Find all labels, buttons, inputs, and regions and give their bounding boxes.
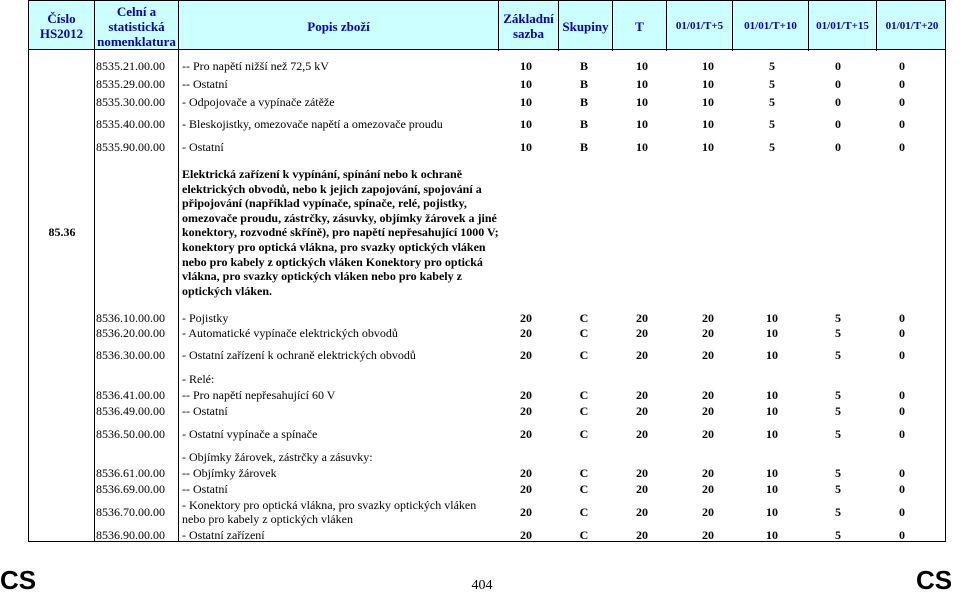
row-base: 10 [520,77,532,91]
row-t5: 20 [702,466,714,480]
row-group: B [579,77,588,91]
row-code: 8536.10.00.00 [96,311,165,325]
row-base: 10 [520,117,532,131]
row-t5: 20 [702,528,714,542]
row-t10: 10 [766,311,778,325]
table-header [28,0,946,50]
row-base: 20 [520,505,532,519]
row-desc: - Ostatní [182,140,224,154]
row-base: 10 [520,95,532,109]
row-t5: 10 [702,117,714,131]
row-t15: 5 [835,311,841,325]
row-t: 20 [636,427,648,441]
row-t: 20 [636,311,648,325]
row-t5: 10 [702,140,714,154]
header-t10: 01/01/T+10 [733,1,809,51]
column-divider [94,50,95,542]
row-t20: 0 [899,466,905,480]
row-t10: 10 [766,505,778,519]
row-t10: 10 [766,466,778,480]
row-t10: 5 [769,59,775,73]
row-desc: -- Objímky žárovek [182,466,277,480]
row-code: 8536.61.00.00 [96,466,165,480]
row-code: 8535.29.00.00 [96,77,165,91]
row-t: 10 [636,77,648,91]
row-t15: 5 [835,388,841,402]
row-base: 20 [520,311,532,325]
row-code: 8535.90.00.00 [96,140,165,154]
row-base: 20 [520,427,532,441]
row-code: 8536.20.00.00 [96,326,165,340]
row-t20: 0 [899,117,905,131]
row-group: B [579,95,588,109]
header-group: Skupiny [559,1,613,51]
row-code: 8536.70.00.00 [96,505,165,519]
row-base: 20 [520,482,532,496]
row-base: 20 [520,528,532,542]
row-desc: -- Pro napětí nižší než 72,5 kV [182,59,329,73]
row-group: C [579,505,589,519]
row-group: C [579,404,589,418]
row-t20: 0 [899,427,905,441]
header-t: T [613,1,667,51]
header-nomenclature: Celní a statistická nomenklatura [95,1,179,51]
row-t: 20 [636,348,648,362]
row-t: 10 [636,140,648,154]
row-t20: 0 [899,348,905,362]
row-code: 8536.50.00.00 [96,427,165,441]
row-t15: 5 [835,505,841,519]
row-code: 8536.69.00.00 [96,482,165,496]
row-t15: 5 [835,326,841,340]
row-code: 8536.41.00.00 [96,388,165,402]
header-t20: 01/01/T+20 [885,19,939,32]
row-desc: -- Pro napětí nepřesahující 60 V [182,388,336,402]
row-base: 20 [520,466,532,480]
row-t: 10 [636,59,648,73]
row-desc: - Ostatní zařízení [182,528,265,542]
row-t15: 0 [835,117,841,131]
row-t5: 20 [702,404,714,418]
row-t10: 10 [766,427,778,441]
row-t10: 10 [766,482,778,496]
row-t: 20 [636,404,648,418]
row-group: B [579,117,588,131]
row-t5: 20 [702,326,714,340]
row-t15: 0 [835,95,841,109]
row-group: C [579,348,589,362]
header-hs-code: Číslo HS2012 [29,1,95,51]
row-t15: 5 [835,482,841,496]
header-t5: 01/01/T+5 [667,1,733,51]
row-t15: 5 [835,466,841,480]
row-desc: - Bleskojistky, omezovače napětí a omezovače proudu [182,117,443,131]
header-t15: 01/01/T+15 [809,1,877,51]
row-group: B [579,140,588,154]
row-code: 8535.30.00.00 [96,95,165,109]
subheading-relays: - Relé: [182,372,215,386]
row-t5: 20 [702,505,714,519]
row-base: 20 [520,348,532,362]
row-t10: 5 [769,77,775,91]
row-t15: 5 [835,528,841,542]
row-t5: 10 [702,77,714,91]
row-group: C [579,528,589,542]
row-desc: - Ostatní vypínače a spínače [182,427,318,441]
row-t20: 0 [899,528,905,542]
row-desc: - Odpojovače a vypínače zátěže [182,95,335,109]
row-base: 10 [520,140,532,154]
subheading-lampholders: - Objímky žárovek, zástrčky a zásuvky: [182,450,373,464]
row-code: 8535.40.00.00 [96,117,165,131]
row-t5: 20 [702,482,714,496]
row-t10: 10 [766,528,778,542]
heading-description: Elektrická zařízení k vypínání, spínání nebo k ochraně elektrických obvodů, nebo k jejich zapojování, spojování a připojování (například vypínače, spínače, relé, pojistky, omezovače proudu, zástrčky, zásuvky, objímky žárovek a jiné konektory, rozvodné skříně), pro napětí nepřesahující 1000 V; konektory pro optická vlákna, pro svazky optických vláken nebo pro kabely z optických vláken Konektory pro optická vlákna, pro svazky optických vláken nebo pro kabely z optických vláken. [182,167,499,298]
row-t5: 20 [702,311,714,325]
row-t10: 10 [766,388,778,402]
header-description: Popis zboží [179,1,499,51]
row-t5: 20 [702,427,714,441]
row-t: 20 [636,482,648,496]
row-t: 10 [636,117,648,131]
row-base: 10 [520,59,532,73]
row-t: 20 [636,326,648,340]
row-t5: 20 [702,348,714,362]
page-number: 404 [471,578,493,593]
row-t20: 0 [899,388,905,402]
row-t20: 0 [899,326,905,340]
row-t20: 0 [899,95,905,109]
row-t: 20 [636,528,648,542]
row-group: C [579,326,589,340]
row-t15: 5 [835,404,841,418]
row-t20: 0 [899,311,905,325]
row-t15: 5 [835,348,841,362]
row-t: 20 [636,388,648,402]
row-t20: 0 [899,59,905,73]
row-desc: -- Ostatní [182,482,228,496]
row-t5: 20 [702,388,714,402]
row-desc: - Automatické vypínače elektrických obvodů [182,326,398,340]
row-t20: 0 [899,77,905,91]
row-t: 10 [636,95,648,109]
header-base-rate: Základní sazba [499,1,559,51]
row-base: 20 [520,388,532,402]
footer-language-mark-right: CS [916,565,953,595]
row-desc: -- Ostatní [182,77,228,91]
row-t: 20 [636,505,648,519]
row-t20: 0 [899,482,905,496]
row-code: 8535.21.00.00 [96,59,165,73]
row-base: 20 [520,404,532,418]
row-t20: 0 [899,404,905,418]
row-t15: 0 [835,140,841,154]
row-group: B [579,59,588,73]
row-t10: 10 [766,326,778,340]
row-desc: - Ostatní zařízení k ochraně elektrických obvodů [182,348,416,362]
row-t5: 10 [702,59,714,73]
row-group: C [579,388,589,402]
row-t15: 0 [835,77,841,91]
row-t15: 0 [835,59,841,73]
row-group: C [579,311,589,325]
row-t5: 10 [702,95,714,109]
row-desc: - Pojistky [182,311,229,325]
row-t15: 5 [835,427,841,441]
row-desc: -- Ostatní [182,404,228,418]
row-t10: 5 [769,140,775,154]
row-t10: 10 [766,404,778,418]
row-code: 8536.49.00.00 [96,404,165,418]
row-t20: 0 [899,505,905,519]
row-t10: 10 [766,348,778,362]
row-base: 20 [520,326,532,340]
row-t: 20 [636,466,648,480]
heading-code: 85.36 [48,225,76,239]
row-t10: 5 [769,117,775,131]
footer-language-mark-left: CS [0,565,37,595]
row-code: 8536.30.00.00 [96,348,165,362]
row-group: C [579,482,589,496]
row-t10: 5 [769,95,775,109]
row-desc: - Konektory pro optická vlákna, pro svazky optických vláken nebo pro kabely z optických vláken [182,498,477,526]
row-group: C [579,427,589,441]
row-t20: 0 [899,140,905,154]
column-divider [178,50,179,542]
row-group: C [579,466,589,480]
row-code: 8536.90.00.00 [96,528,165,542]
